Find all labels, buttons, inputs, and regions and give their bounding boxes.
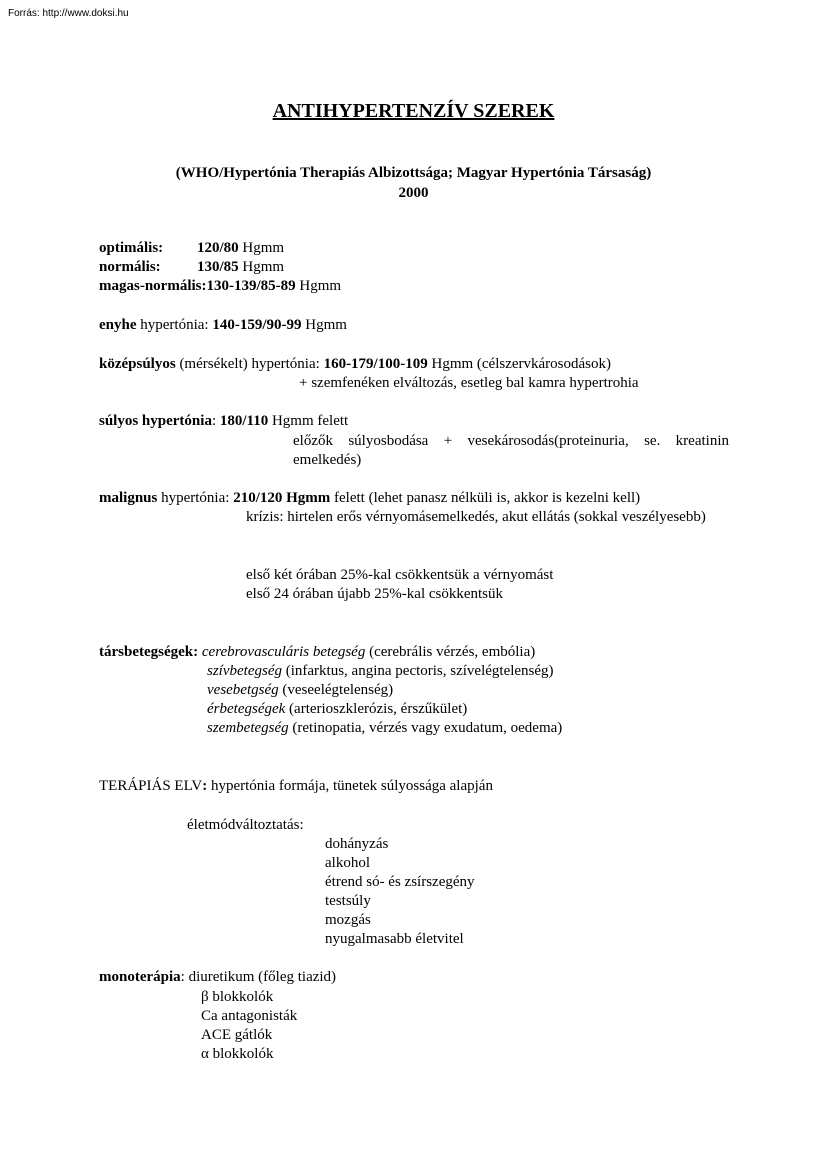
eletmod-item: nyugalmasabb életvitel: [325, 931, 464, 947]
text: : diuretikum (főleg tiazid): [180, 969, 337, 985]
disease-detail: (infarktus, angina pectoris, szívelégtelenség): [281, 663, 554, 679]
term: enyhe: [99, 317, 137, 333]
level-label: magas-normális:: [99, 278, 207, 294]
tarsbetegsegek-item-5: [207, 719, 562, 738]
value: 140-159/90-99: [212, 317, 302, 333]
disease-detail: (veseelégtelenség): [278, 682, 394, 698]
level-unit: Hgmm: [238, 259, 285, 275]
subtitle-line-1: (WHO/Hypertónia Therapiás Albizottsága; Magyar Hypertónia Társaság): [175, 165, 652, 181]
text: Hgmm felett: [268, 413, 349, 429]
text: hypertónia formája, tünetek súlyossága alapján: [207, 778, 493, 794]
malignus-hypertonia: [99, 489, 640, 508]
level-normalis: [99, 258, 285, 277]
level-magas-normalis: [99, 277, 341, 296]
disease-name: cerebrovasculáris betegség: [201, 644, 366, 660]
unit: Hgmm: [301, 317, 347, 333]
subtitle: [0, 163, 827, 203]
text: Hgmm (célszervkárosodások): [427, 356, 612, 372]
source-label: Forrás: http://www.doksi.hu: [8, 8, 129, 19]
eletmod-item: testsúly: [325, 893, 371, 909]
malignus-step-1: első két órában 25%-kal csökkentsük a vérnyomást: [246, 567, 554, 583]
level-unit: Hgmm: [295, 278, 342, 294]
level-value: 130-139/85-89: [206, 278, 296, 294]
terapias-elv: [99, 777, 493, 796]
text: :: [211, 413, 220, 429]
eletmod-item: étrend só- és zsírszegény: [325, 874, 475, 890]
enyhe-hypertonia: [99, 316, 347, 335]
level-label: normális:: [99, 259, 161, 275]
disease-name: szívbetegség: [207, 663, 282, 679]
mono-item: β blokkolók: [201, 989, 274, 1005]
section-label: TERÁPIÁS ELV: [99, 778, 203, 794]
text: (mérsékelt) hypertónia:: [175, 356, 324, 372]
section-label: monoterápia: [99, 969, 181, 985]
level-value: 130/85: [197, 259, 239, 275]
term: malignus: [99, 490, 158, 506]
term: súlyos hypertónia: [99, 413, 212, 429]
text: felett (lehet panasz nélküli is, akkor is kezelni kell): [330, 490, 641, 506]
value: 180/110: [219, 413, 269, 429]
kozepsulyos-hypertonia: [99, 355, 611, 374]
disease-detail: (retinopatia, vérzés vagy exudatum, oedema): [288, 720, 563, 736]
eletmod-label: életmódváltoztatás:: [187, 817, 304, 833]
sulyos-hypertonia: [99, 412, 348, 431]
colon: :: [202, 778, 208, 794]
malignus-step-2: első 24 órában újabb 25%-kal csökkentsük: [246, 586, 504, 602]
tarsbetegsegek-item-1: [99, 643, 535, 662]
mono-item: ACE gátlók: [201, 1027, 273, 1043]
sulyos-detail: előzők súlyosbodása + vesekárosodás(proteinuria, se. kreatinin emelkedés): [293, 433, 729, 468]
term: középsúlyos: [99, 356, 176, 372]
level-unit: Hgmm: [238, 240, 285, 256]
text: hypertónia:: [136, 317, 213, 333]
level-label: optimális:: [99, 240, 164, 256]
disease-detail: (cerebrális vérzés, embólia): [365, 644, 536, 660]
eletmod-item: alkohol: [325, 855, 370, 871]
level-value: 120/80: [197, 240, 239, 256]
eletmod-item: mozgás: [325, 912, 371, 928]
kozepsulyos-detail: + szemfenéken elváltozás, esetleg bal kamra hypertrohia: [299, 375, 639, 391]
value: 160-179/100-109: [323, 356, 428, 372]
tarsbetegsegek-item-4: [207, 700, 467, 719]
disease-name: szembetegség: [207, 720, 289, 736]
subtitle-year: 2000: [398, 185, 429, 201]
disease-name: érbetegségek: [207, 701, 286, 717]
eletmod-item: dohányzás: [325, 836, 389, 852]
text: hypertónia:: [157, 490, 234, 506]
monoterapia: [99, 968, 336, 987]
section-label: társbetegségek:: [99, 644, 199, 660]
malignus-krizis: krízis: hirtelen erős vérnyomásemelkedés, akut ellátás (sokkal veszélyesebb): [246, 509, 706, 525]
level-optimalis: [99, 239, 285, 258]
mono-item: α blokkolók: [201, 1046, 274, 1062]
page-title: ANTIHYPERTENZÍV SZEREK: [272, 100, 555, 122]
disease-detail: (arterioszklerózis, érszűkület): [285, 701, 468, 717]
disease-name: vesebetgség: [207, 682, 279, 698]
value: 210/120 Hgmm: [233, 490, 331, 506]
tarsbetegsegek-item-3: [207, 681, 393, 700]
mono-item: Ca antagonisták: [201, 1008, 298, 1024]
tarsbetegsegek-item-2: [207, 662, 554, 681]
